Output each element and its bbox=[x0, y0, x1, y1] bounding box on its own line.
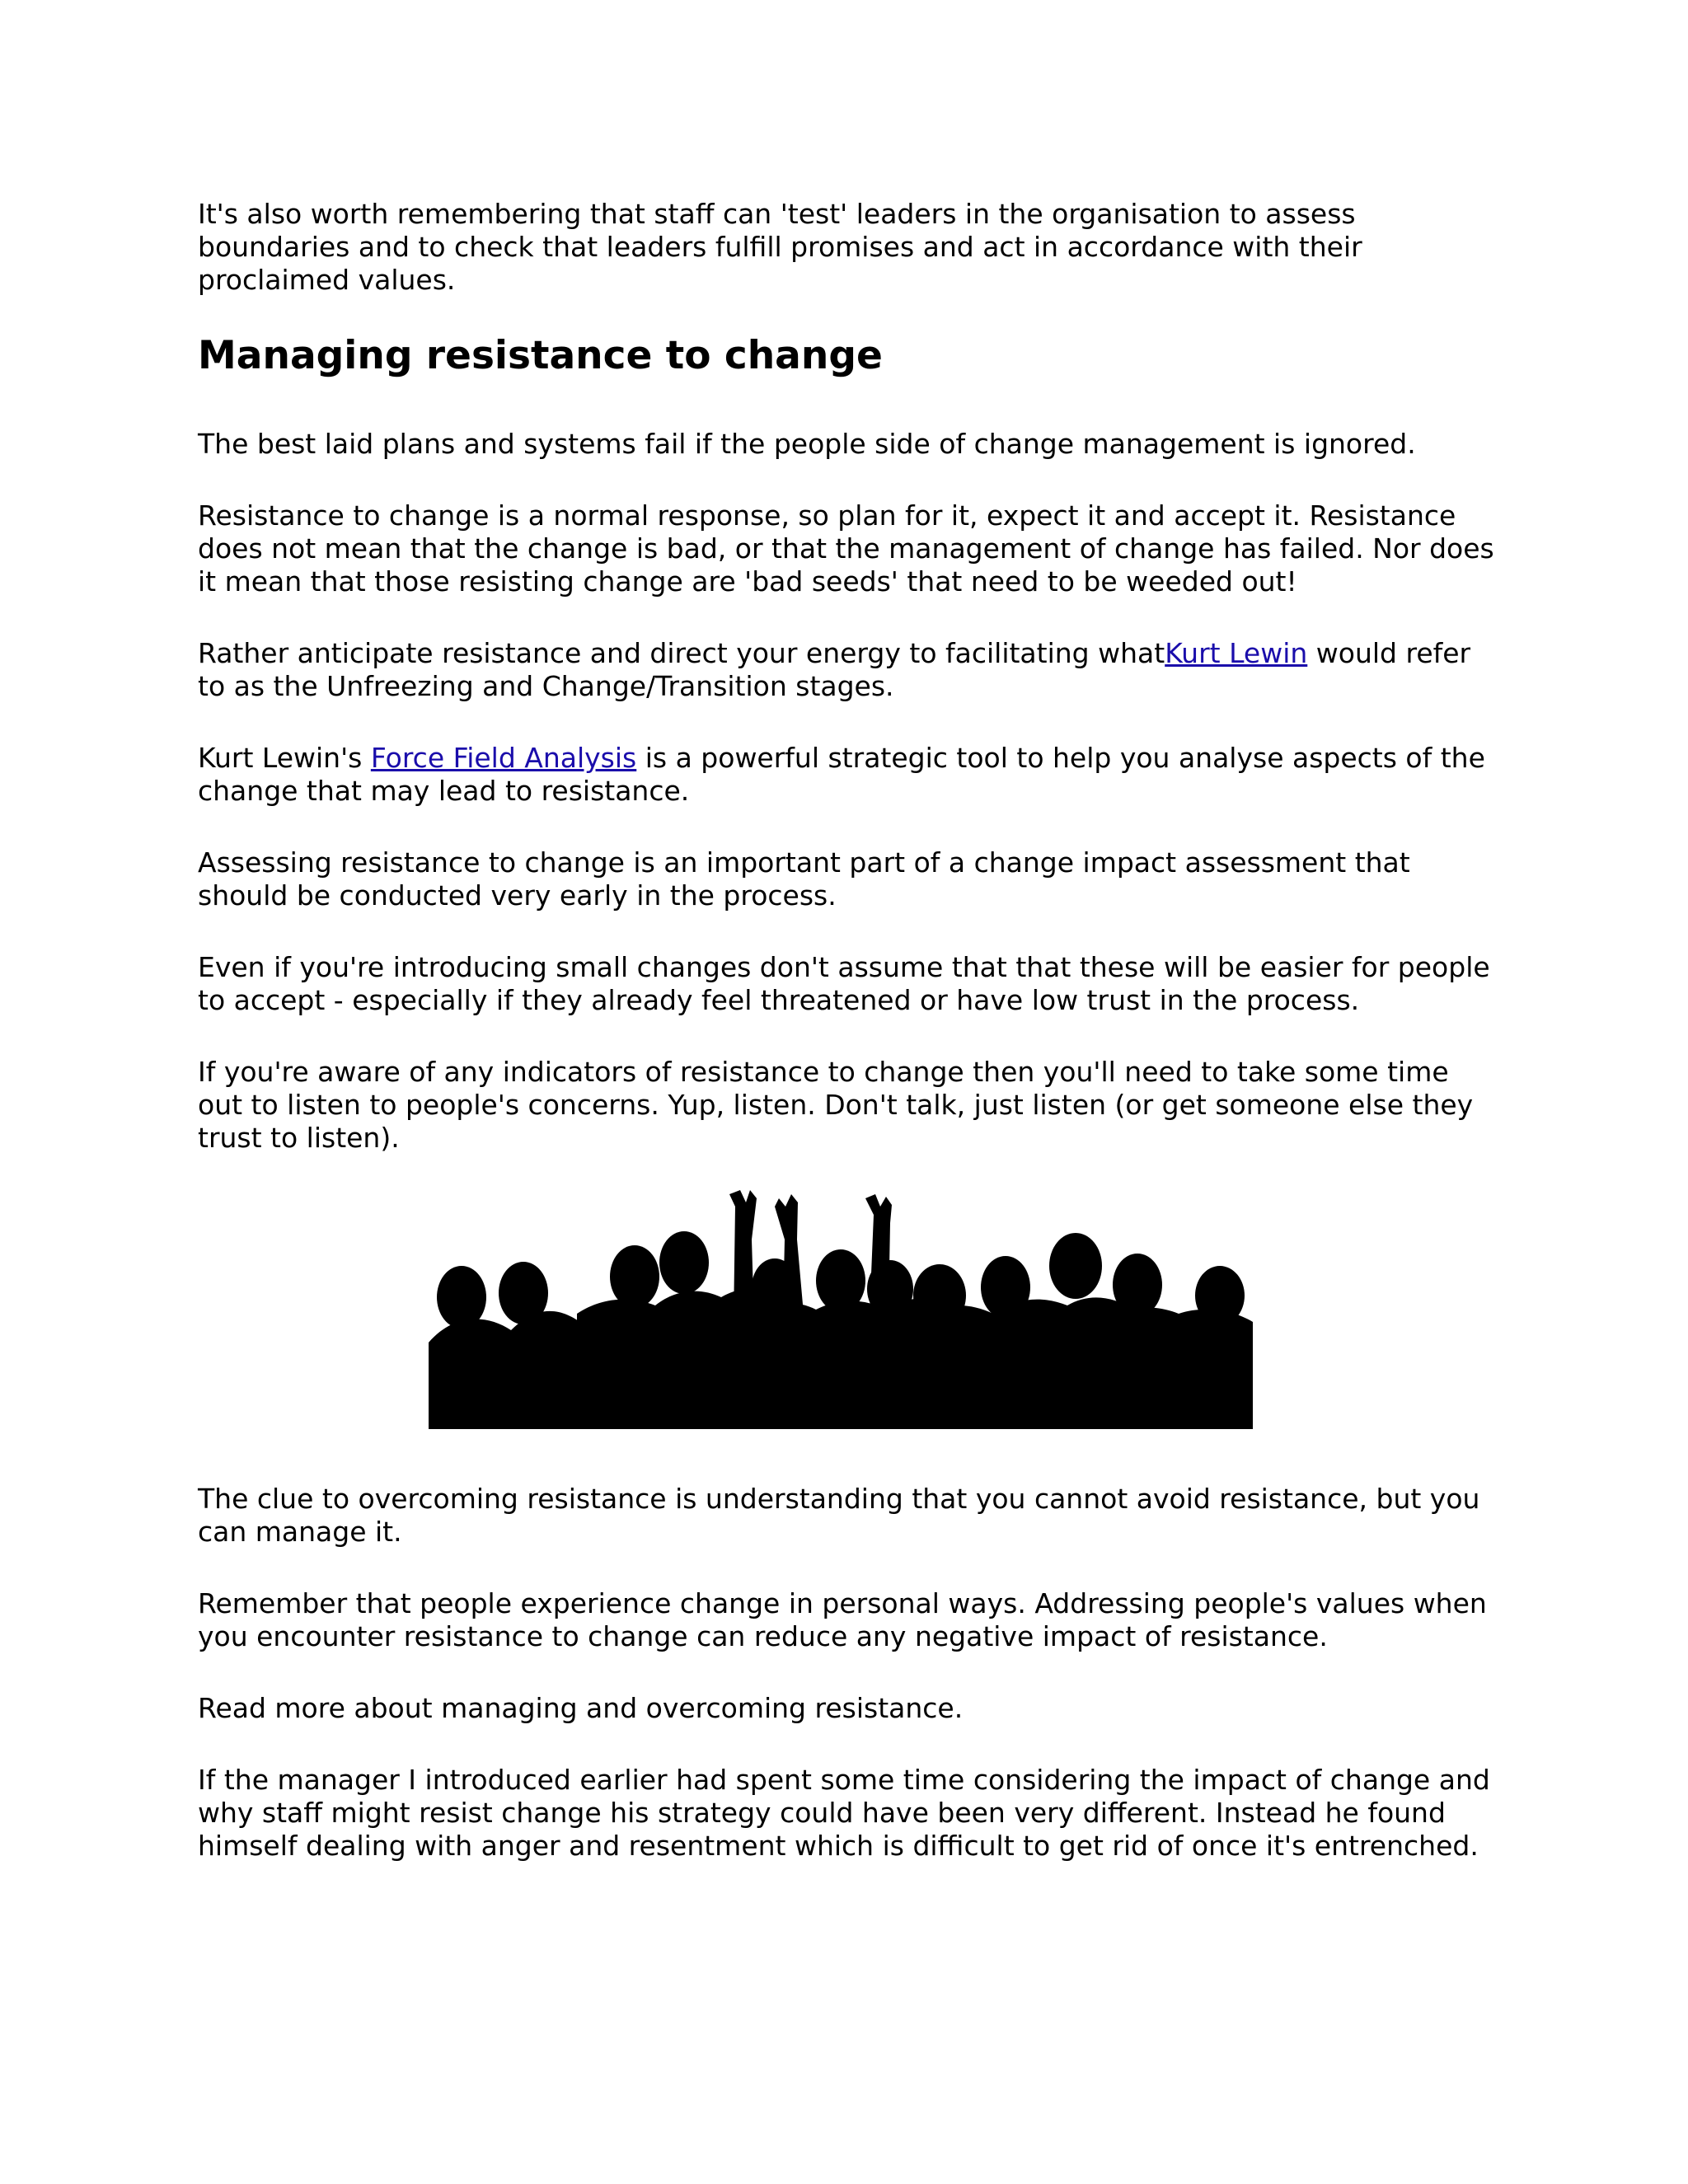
paragraph-assessing-resistance: Assessing resistance to change is an important part of a change impact assessment that should be conducted very early in the process. bbox=[198, 846, 1410, 912]
paragraph-force-field bbox=[198, 742, 1500, 808]
document-page bbox=[198, 198, 1500, 1901]
kurt-lewin-link[interactable]: Kurt Lewin bbox=[1165, 637, 1308, 669]
paragraph-normal-response: Resistance to change is a normal response, so plan for it, expect it and accept it. Resistance does not mean that the change is bad, or that the management of change has failed. Nor does it mean that those resisting change are 'bad seeds' that need to be weeded out! bbox=[198, 499, 1494, 598]
paragraph-read-more: Read more about managing and overcoming resistance. bbox=[198, 1692, 964, 1724]
paragraph-anticipate-resistance bbox=[198, 637, 1500, 703]
force-field-analysis-link[interactable]: Force Field Analysis bbox=[370, 742, 637, 774]
paragraph-listen: If you're aware of any indicators of resistance to change then you'll need to take some time out to listen to people's concerns. Yup, listen. Don't talk, just listen (or get someone else they trust to listen). bbox=[198, 1056, 1474, 1154]
paragraph-personal-ways: Remember that people experience change in personal ways. Addressing people's values when you encounter resistance to change can reduce any negative impact of resistance. bbox=[198, 1587, 1487, 1652]
paragraph-clue: The clue to overcoming resistance is understanding that you cannot avoid resistance, but you can manage it. bbox=[198, 1483, 1480, 1548]
paragraph-people-side: The best laid plans and systems fail if the people side of change management is ignored. bbox=[198, 428, 1416, 460]
section-heading: Managing resistance to change bbox=[198, 333, 883, 378]
paragraph-text: Kurt Lewin's bbox=[198, 742, 371, 774]
crowd-image bbox=[198, 1190, 1500, 1429]
paragraph-text: Rather anticipate resistance and direct your energy to facilitating what bbox=[198, 637, 1165, 669]
intro-paragraph: It's also worth remembering that staff can 'test' leaders in the organisation to assess boundaries and to check that leaders fulfill promises and act in accordance with their proclaimed values. bbox=[198, 198, 1362, 296]
paragraph-text: would refer to as the Unfreezing and Change/Transition stages. bbox=[198, 637, 1471, 702]
paragraph-small-changes: Even if you're introducing small changes don't assume that that these will be easier for people to accept - especially if they already feel threatened or have low trust in the process. bbox=[198, 951, 1490, 1016]
crowd-silhouette-icon bbox=[429, 1190, 1253, 1429]
paragraph-manager: If the manager I introduced earlier had spent some time considering the impact of change and why staff might resist change his strategy could have been very different. Instead he found himself dealing with anger and resentment which is difficult to get rid of once it's entrenched. bbox=[198, 1764, 1490, 1862]
paragraph-text: is a powerful strategic tool to help you analyse aspects of the change that may lead to resistance. bbox=[198, 742, 1485, 807]
